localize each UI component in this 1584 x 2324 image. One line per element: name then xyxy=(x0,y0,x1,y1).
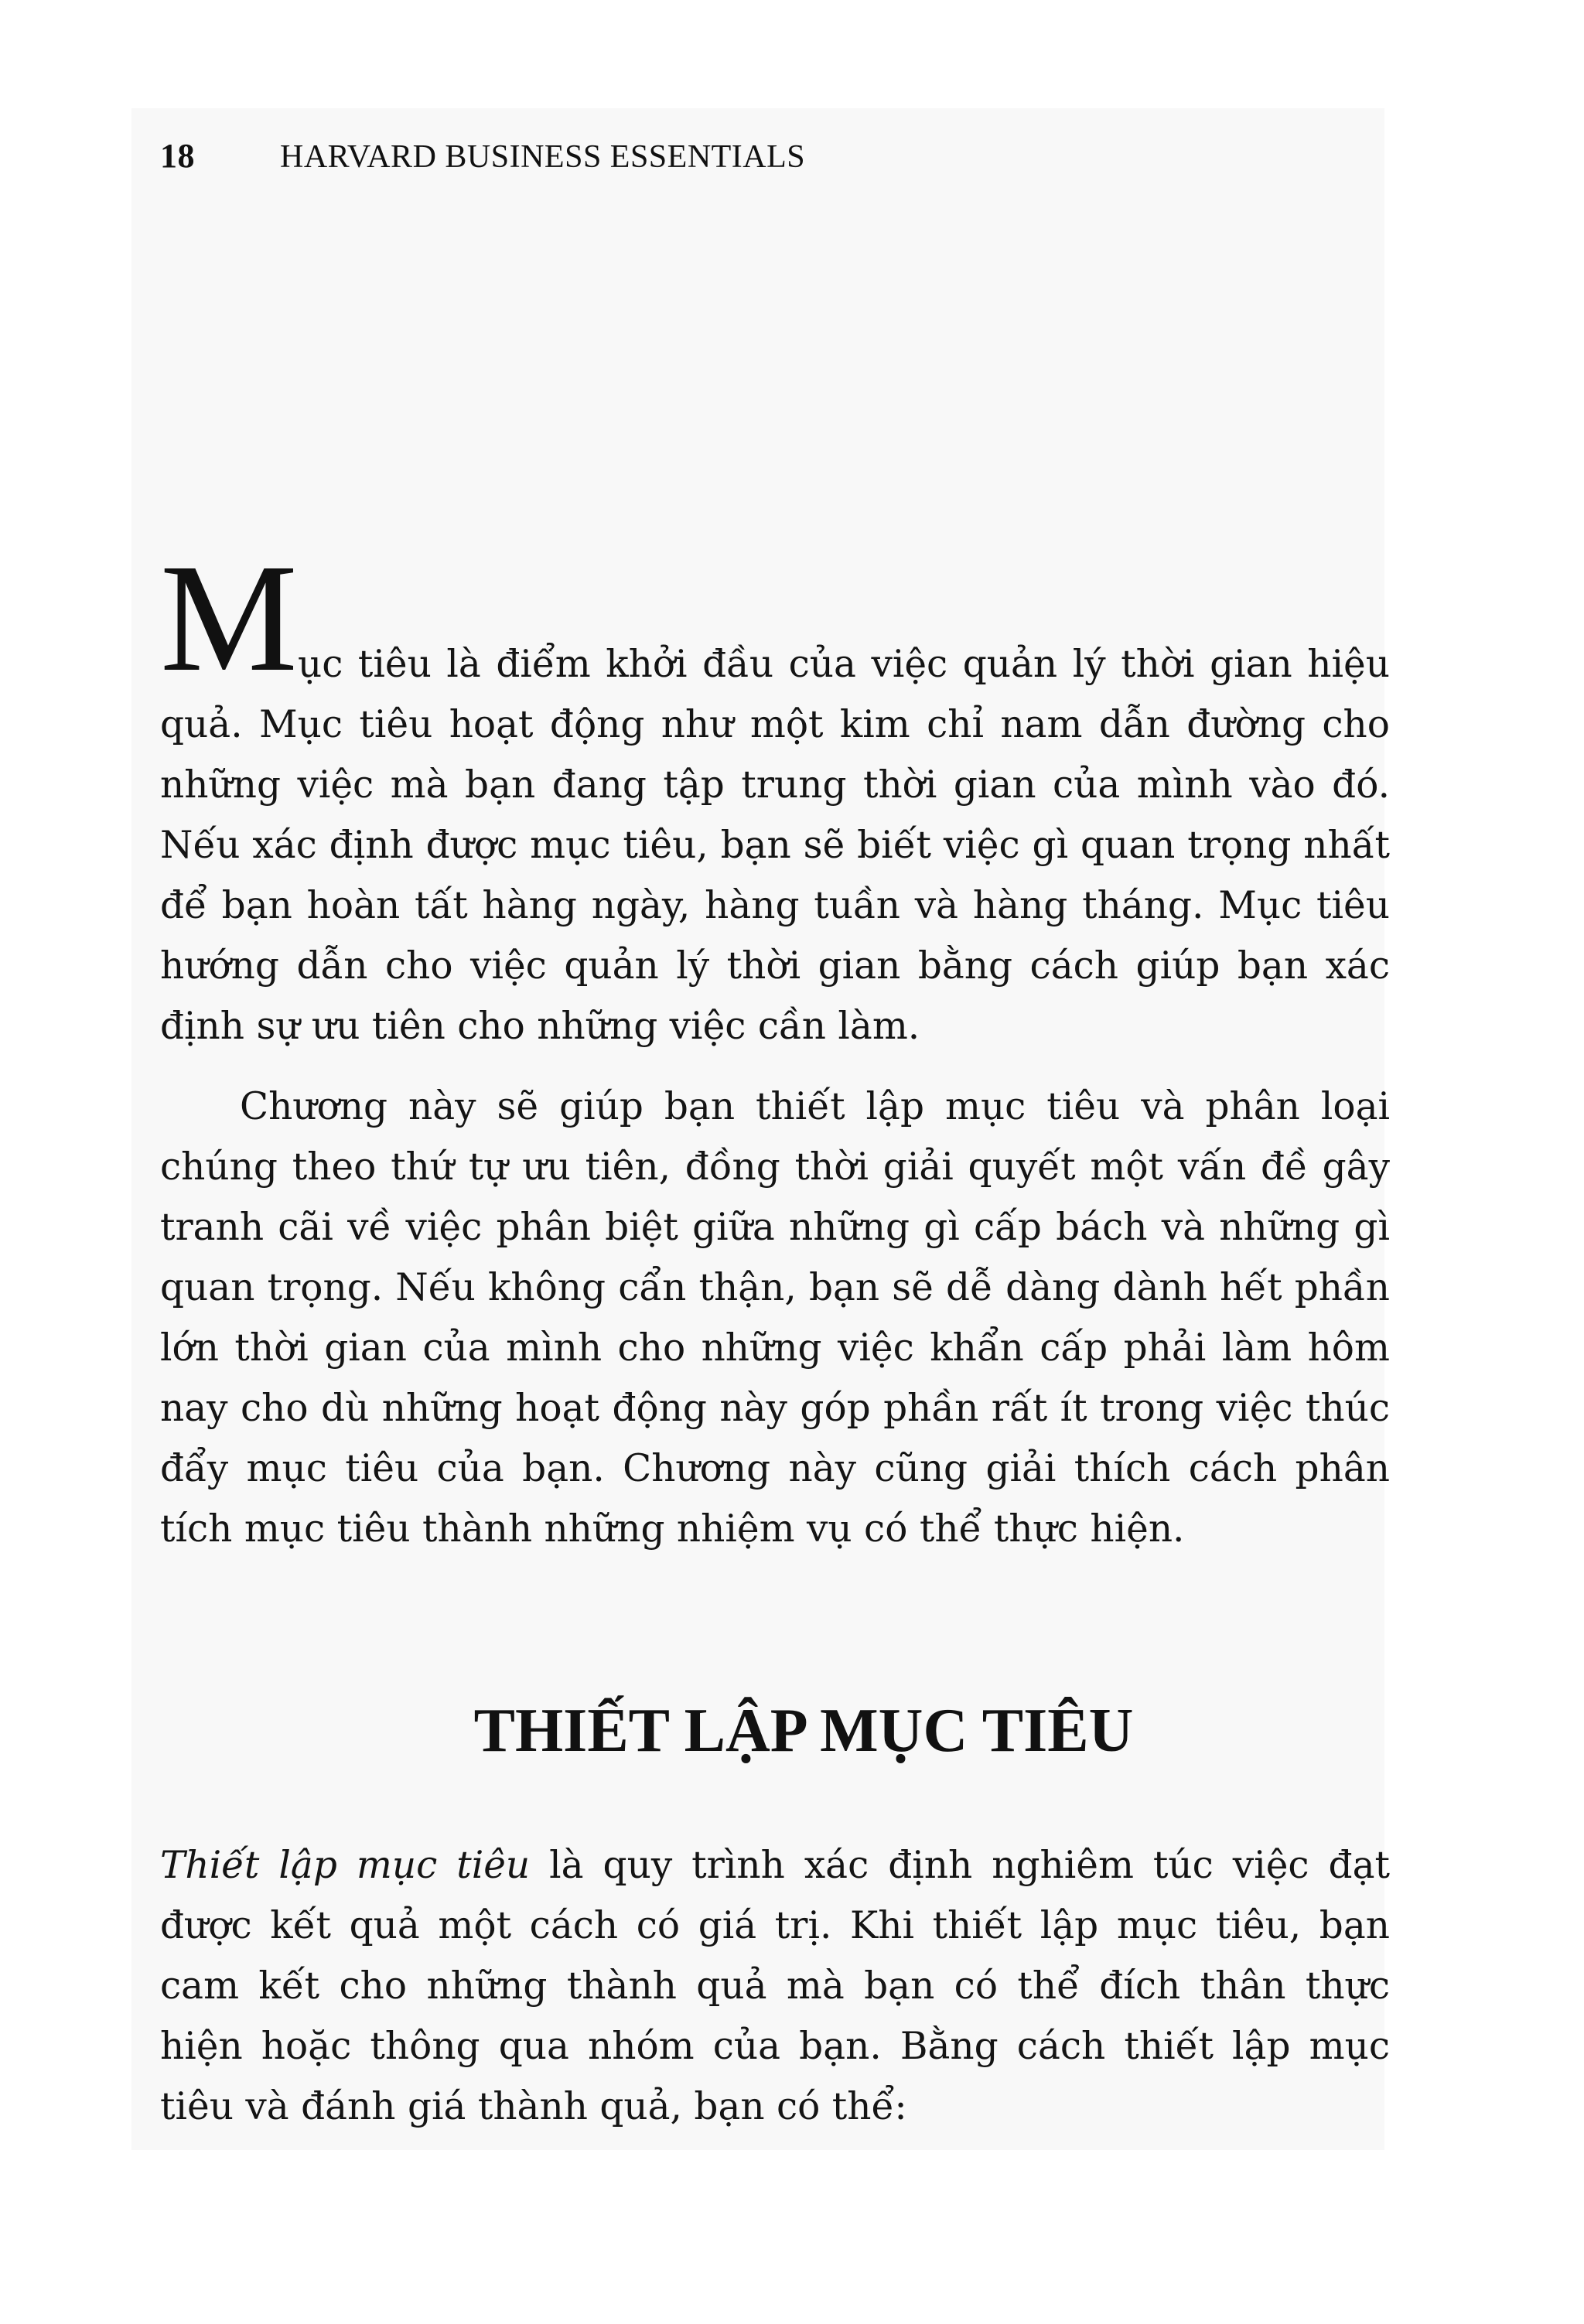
section-paragraph-text: là quy trình xác định nghiêm túc việc đạt được kết quả một cách có giá trị. Khi thiết lập mục tiêu, bạn cam kết cho những thành quả mà bạn có thể đích thân thực hiện hoặc thông qua nhóm của bạn. Bằng cách thiết lập mục tiêu và đánh giá thành quả, bạn có thể: xyxy=(160,1844,1390,2128)
intro-paragraph-1-text: ục tiêu là điểm khởi đầu của việc quản lý thời gian hiệu quả. Mục tiêu hoạt động như một kim chỉ nam dẫn đường cho những việc mà bạn đang tập trung thời gian của mình vào đó. Nếu xác định được mục tiêu, bạn sẽ biết việc gì quan trọng nhất để bạn hoàn tất hàng ngày, hàng tuần và hàng tháng. Mục tiêu hướng dẫn cho việc quản lý thời gian bằng cách giúp bạn xác định sự ưu tiên cho những việc cần làm. xyxy=(160,643,1390,1048)
section-heading: THIẾT LẬP MỤC TIÊU xyxy=(473,1697,1134,1765)
book-title: HARVARD BUSINESS ESSENTIALS xyxy=(280,139,806,175)
running-header xyxy=(160,136,805,176)
section-paragraph xyxy=(160,1835,1390,2137)
intro-paragraph-2: Chương này sẽ giúp bạn thiết lập mục tiêu và phân loại chúng theo thứ tự ưu tiên, đồng thời giải quyết một vấn đề gây tranh cãi về việc phân biệt giữa những gì cấp bách và những gì quan trọng. Nếu không cẩn thận, bạn sẽ dễ dàng dành hết phần lớn thời gian của mình cho những việc khẩn cấp phải làm hôm nay cho dù những hoạt động này góp phần rất ít trong việc thúc đẩy mục tiêu của bạn. Chương này cũng giải thích cách phân tích mục tiêu thành những nhiệm vụ có thể thực hiện. xyxy=(160,1085,1390,1551)
intro-paragraph-1 xyxy=(160,634,1390,1056)
drop-cap: M xyxy=(160,533,298,704)
italic-term: Thiết lập mục tiêu xyxy=(160,1844,531,1887)
page-number: 18 xyxy=(160,137,195,175)
